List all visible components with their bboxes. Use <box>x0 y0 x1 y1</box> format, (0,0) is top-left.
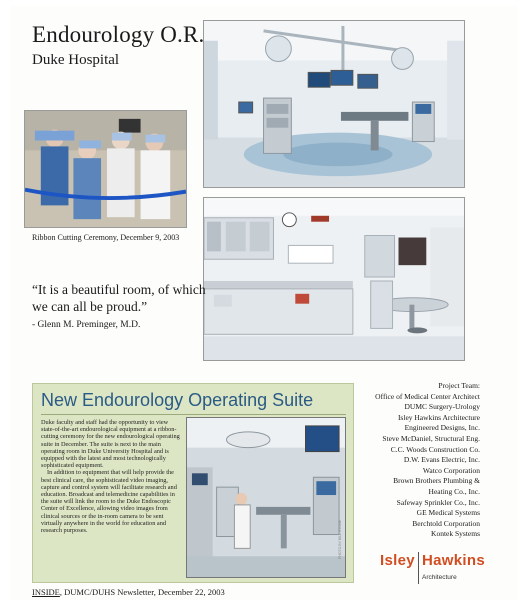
project-team-heading: Project Team: <box>438 381 480 390</box>
operating-room-casework-photo <box>203 197 465 361</box>
newsletter-source-detail: , DUMC/DUHS Newsletter, December 22, 2003 <box>59 587 225 597</box>
newsletter-paragraph: Duke faculty and staff had the opportunity to view state-of-the-art endourological equipment at a ribbon-cutting ceremony for the new endourological operating suite in December. The suite is next to the main operating room in Duke University Hospital and is equipped with the latest and most technologically sophisticated equipment. <box>41 419 180 470</box>
logo-subtitle: Architecture <box>422 574 457 581</box>
newsletter-clipping <box>32 383 354 583</box>
brochure-page <box>10 6 518 600</box>
project-team-member: Berchtold Corporation <box>412 518 480 528</box>
logo-divider <box>418 552 419 584</box>
project-team-member: Watco Corporation <box>422 465 480 475</box>
isley-hawkins-logo <box>380 552 520 586</box>
logo-word-isley: Isley <box>380 552 415 569</box>
newsletter-photo-credit: PHOTO BY BILL STONE <box>338 520 342 559</box>
project-team-member: DUMC Surgery-Urology <box>404 402 480 412</box>
project-team-member: D.W. Evans Electric, Inc. <box>403 455 480 465</box>
project-team-member: C.C. Woods Construction Co. <box>390 444 480 454</box>
page-title: Endourology O.R. <box>32 22 205 47</box>
project-team-member: Engineered Designs, Inc. <box>404 423 480 433</box>
project-team-list <box>330 381 480 540</box>
quote-attribution: - Glenn M. Preminger, M.D. <box>32 320 141 330</box>
project-team-member: Brown Brothers Plumbing & <box>393 476 480 486</box>
ribbon-cutting-photo <box>24 110 187 228</box>
quote-text: “It is a beautiful room, of which we can all be proud.” <box>32 282 206 314</box>
ribbon-caption: Ribbon Cutting Ceremony, December 9, 2003 <box>32 233 180 242</box>
project-team-member: Kontek Systems <box>431 529 480 539</box>
project-team-member: Isley Hawkins Architecture <box>397 412 480 422</box>
newsletter-title: New Endourology Operating Suite <box>41 390 314 410</box>
project-team-member: Office of Medical Center Architect <box>375 391 480 401</box>
newsletter-photo <box>186 417 346 578</box>
page-subtitle: Duke Hospital <box>32 52 120 68</box>
newsletter-source <box>32 587 225 597</box>
project-team-member: Heating Co., Inc. <box>428 486 480 496</box>
newsletter-source-title: INSIDE <box>32 587 60 597</box>
newsletter-body <box>41 419 183 534</box>
project-team-member: GE Medical Systems <box>416 508 480 518</box>
project-team-member: Steve McDaniel, Structural Eng. <box>382 433 480 443</box>
project-team-member: Safeway Sprinkler Co., Inc. <box>396 497 480 507</box>
operating-room-photo <box>203 20 465 188</box>
newsletter-paragraph: In addition to equipment that will help provide the best clinical care, the sophisticated video imaging, capture and control system will facilitate research and education. Broadcast and telemedicine capabilities in the suite will link the room to the Duke Endoscopic Center of Excellence, allowing video images from clinical sources or the in-room camera to be sent virtually anywhere in the world for education and research purposes. <box>41 469 177 535</box>
logo-word-hawkins: Hawkins <box>422 552 485 569</box>
newsletter-rule <box>41 414 346 415</box>
